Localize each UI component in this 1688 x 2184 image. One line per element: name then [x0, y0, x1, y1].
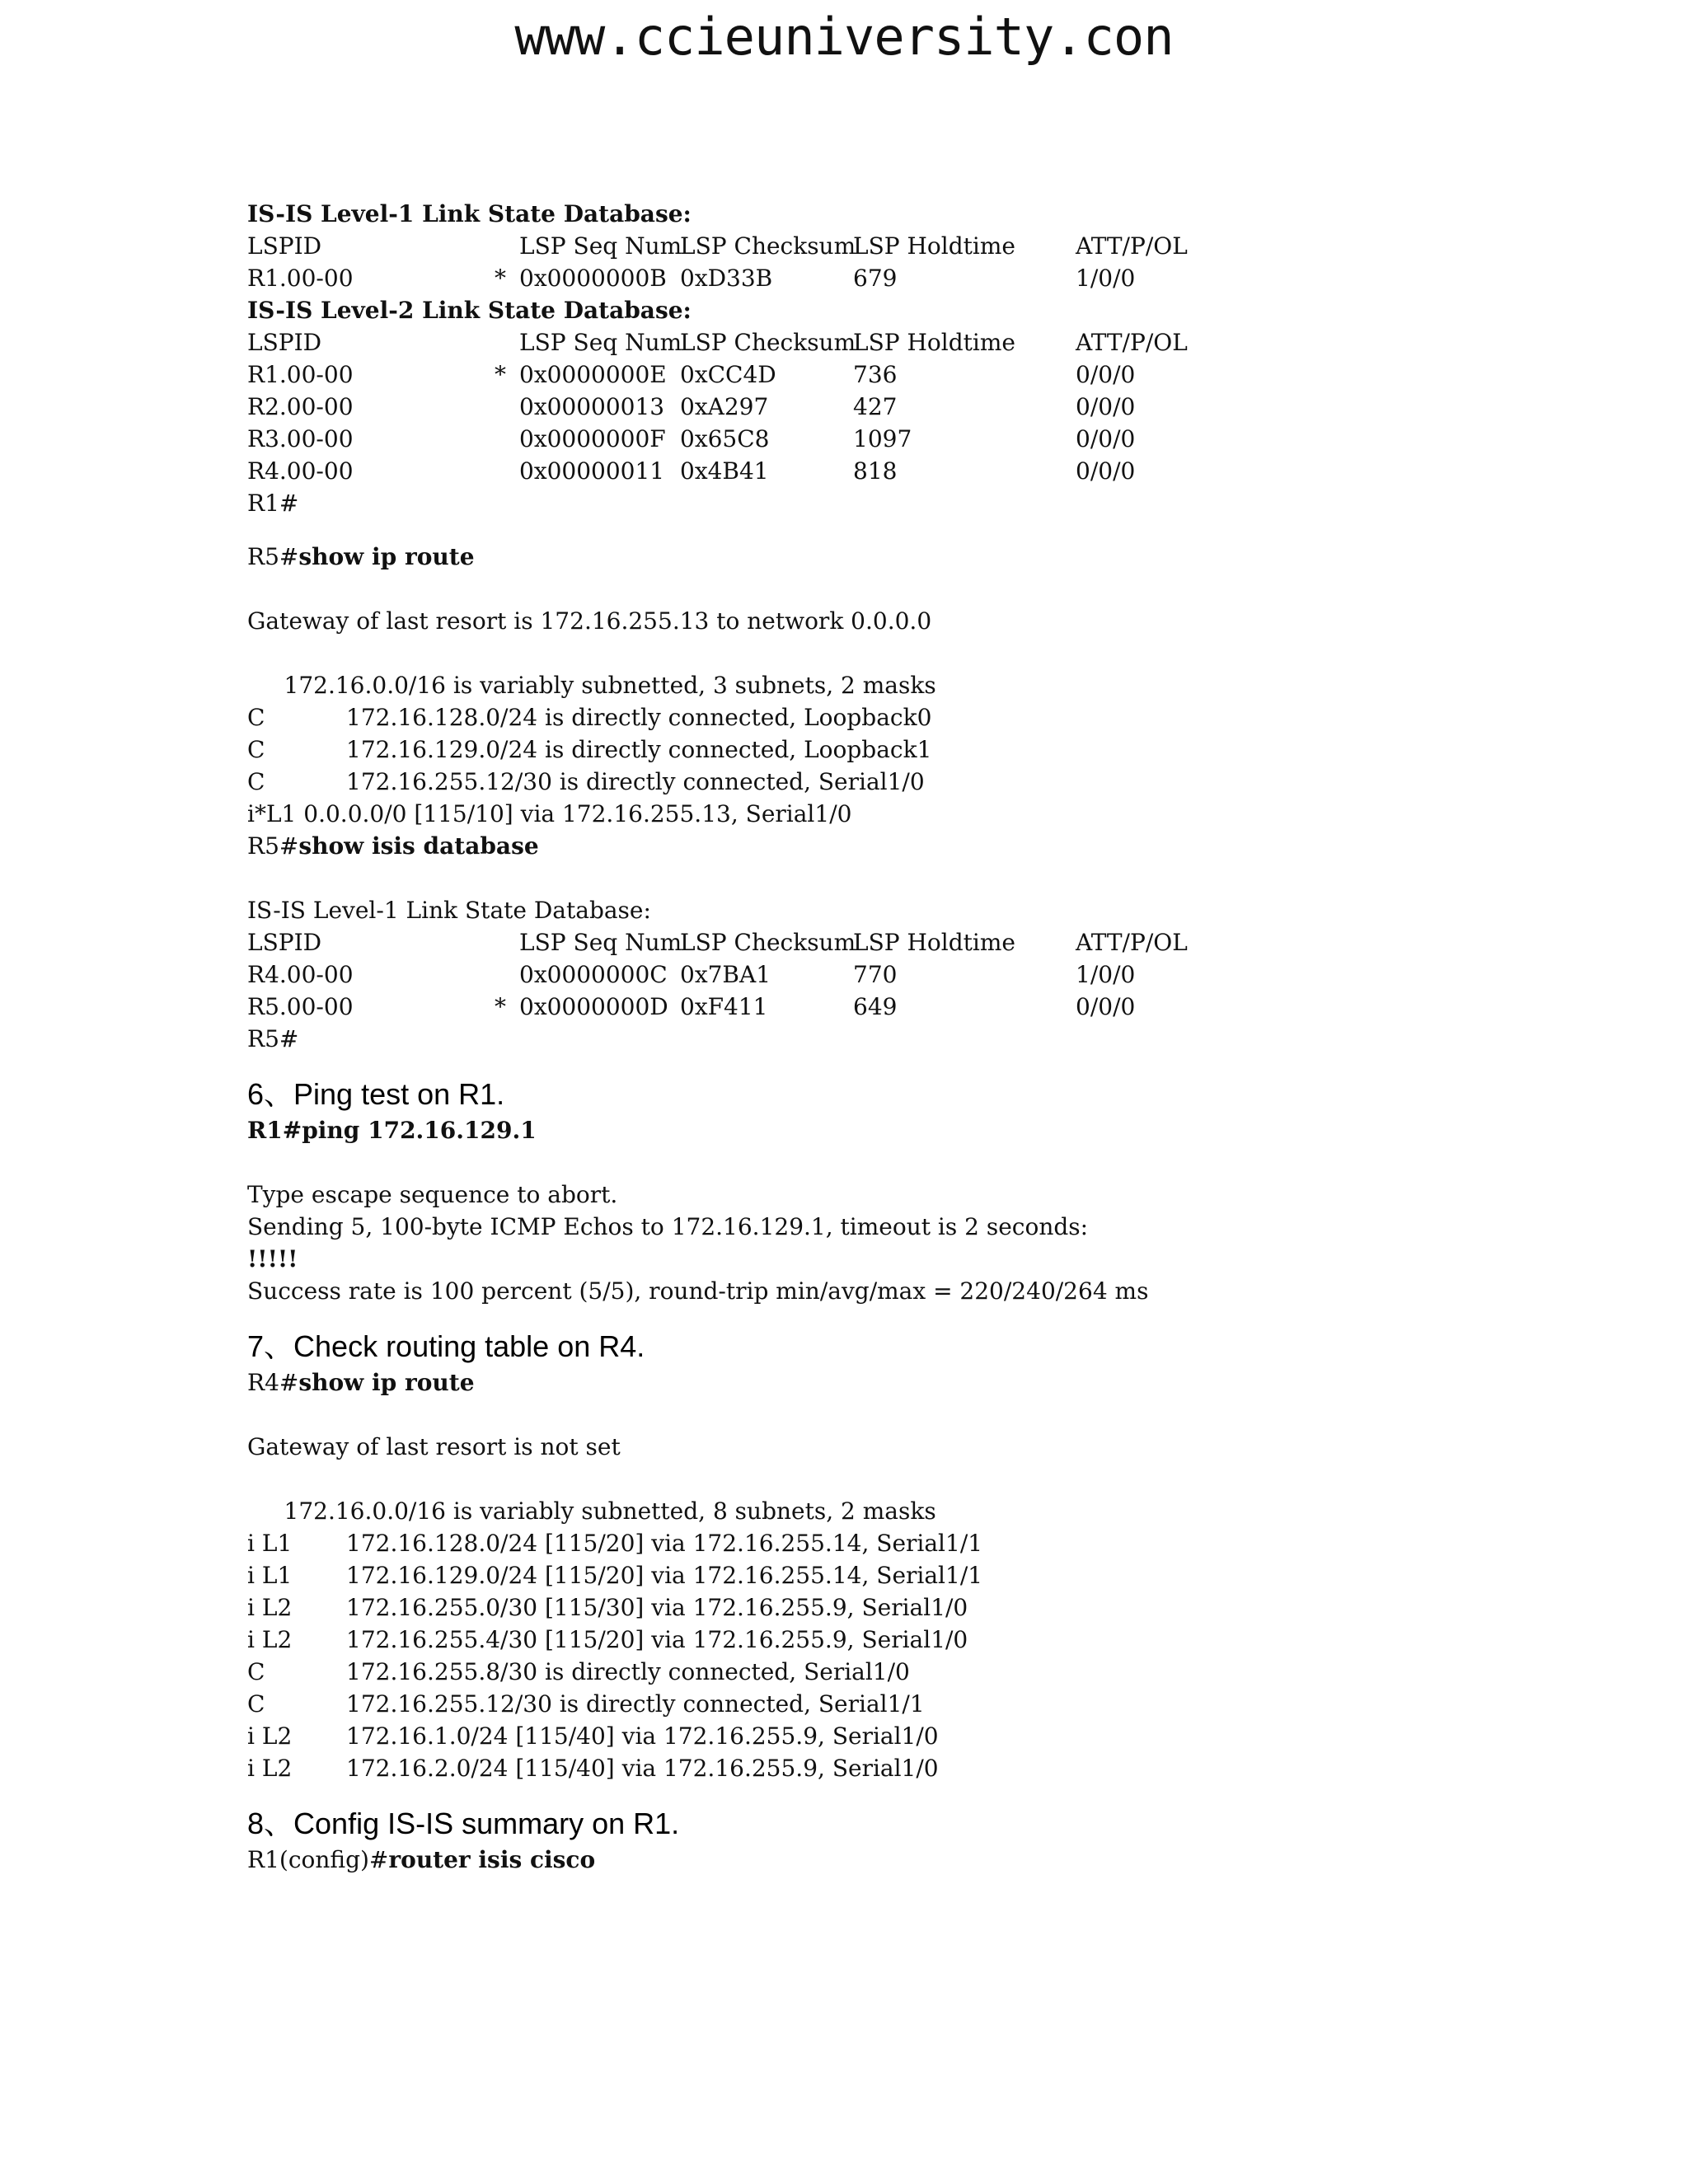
cli-prompt: R5# [247, 832, 299, 860]
header-att: ATT/P/OL [1076, 232, 1188, 260]
header-holdtime: LSP Holdtime [853, 329, 1015, 356]
lsp-att: 0/0/0 [1076, 361, 1136, 388]
spacer [247, 1146, 1648, 1179]
lsp-header-row [247, 926, 1648, 958]
ping-command: R1#ping 172.16.129.1 [247, 1117, 537, 1144]
lsp-att: 1/0/0 [1076, 265, 1136, 292]
route-code: i L2 [247, 1594, 293, 1621]
lsp-att: 0/0/0 [1076, 993, 1136, 1020]
route-code: i L2 [247, 1722, 293, 1750]
default-route-row: i*L1 0.0.0.0/0 [115/10] via 172.16.255.13, Serial1/0 [247, 800, 852, 827]
route-text: 172.16.129.0/24 is directly connected, Loopback1 [346, 736, 932, 763]
route-text: 172.16.255.12/30 is directly connected, Serial1/0 [346, 768, 925, 795]
header-att: ATT/P/OL [1076, 929, 1188, 956]
header-checksum: LSP Checksum [680, 232, 856, 260]
cli-prompt: R1(config)# [247, 1846, 389, 1873]
lsp-holdtime: 427 [853, 393, 898, 420]
local-marker: * [495, 361, 506, 388]
cli-command: show ip route [298, 1369, 475, 1396]
lsp-seq: 0x0000000E [519, 361, 667, 388]
lsp-att: 1/0/0 [1076, 961, 1136, 988]
spacer [247, 573, 1648, 605]
header-checksum: LSP Checksum [680, 329, 856, 356]
watermark: www.ccieuniversity.con [514, 7, 1174, 67]
lsp-seq: 0x00000011 [519, 457, 665, 485]
route-row [247, 1752, 1648, 1784]
route-code: i L2 [247, 1755, 293, 1782]
lsp-row [247, 455, 1648, 487]
spacer [247, 637, 1648, 669]
route-row [247, 1688, 1648, 1720]
lsp-header-row [247, 326, 1648, 359]
lsp-id: R3.00-00 [247, 425, 354, 452]
lsp-checksum: 0x7BA1 [680, 961, 771, 988]
subnetted-line: 172.16.0.0/16 is variably subnetted, 8 subnets, 2 masks [247, 1497, 936, 1525]
lsp-id: R1.00-00 [247, 265, 354, 292]
route-code: C [247, 1658, 265, 1685]
route-code: C [247, 704, 265, 731]
header-lspid: LSPID [247, 329, 322, 356]
route-text: 172.16.129.0/24 [115/20] via 172.16.255.14, Serial1/1 [346, 1562, 983, 1589]
route-row [247, 1656, 1648, 1688]
header-lspid: LSPID [247, 929, 322, 956]
lsp-row [247, 958, 1648, 991]
lsp-header-row [247, 230, 1648, 262]
header-att: ATT/P/OL [1076, 329, 1188, 356]
route-text: 172.16.255.0/30 [115/30] via 172.16.255.9, Serial1/0 [346, 1594, 968, 1621]
header-lspid: LSPID [247, 232, 322, 260]
subnetted-line: 172.16.0.0/16 is variably subnetted, 3 subnets, 2 masks [247, 672, 936, 699]
lsp-id: R2.00-00 [247, 393, 354, 420]
l1-database-title: IS-IS Level-1 Link State Database: [247, 200, 692, 227]
route-row [247, 766, 1648, 798]
lsp-holdtime: 1097 [853, 425, 912, 452]
cli-command: router isis cisco [388, 1846, 596, 1873]
lsp-checksum: 0xA297 [680, 393, 769, 420]
route-text: 172.16.255.8/30 is directly connected, Serial1/0 [346, 1658, 910, 1685]
command-line [247, 1844, 1648, 1876]
lsp-holdtime: 649 [853, 993, 898, 1020]
spacer [247, 862, 1648, 894]
lsp-checksum: 0x65C8 [680, 425, 770, 452]
route-text: 172.16.128.0/24 is directly connected, Loopback0 [346, 704, 932, 731]
l2-database-title: IS-IS Level-2 Link State Database: [247, 297, 692, 324]
lsp-row [247, 991, 1648, 1023]
route-row [247, 1720, 1648, 1752]
cli-prompt: R4# [247, 1369, 299, 1396]
spacer [247, 1463, 1648, 1495]
gateway-line: Gateway of last resort is not set [247, 1433, 621, 1460]
section-heading-7: 7、Check routing table on R4. [247, 1329, 645, 1363]
lsp-att: 0/0/0 [1076, 425, 1136, 452]
l1-database-title: IS-IS Level-1 Link State Database: [247, 897, 651, 924]
lsp-att: 0/0/0 [1076, 393, 1136, 420]
command-line [247, 1366, 1648, 1399]
route-text: 172.16.128.0/24 [115/20] via 172.16.255.14, Serial1/1 [346, 1530, 983, 1557]
gateway-line: Gateway of last resort is 172.16.255.13 to network 0.0.0.0 [247, 607, 932, 635]
lsp-id: R4.00-00 [247, 961, 354, 988]
lsp-seq: 0x0000000D [519, 993, 668, 1020]
route-code: C [247, 768, 265, 795]
cli-prompt: R5# [247, 1025, 299, 1052]
lsp-holdtime: 818 [853, 457, 898, 485]
route-code: C [247, 1690, 265, 1718]
route-code: i L1 [247, 1562, 293, 1589]
lsp-seq: 0x0000000C [519, 961, 668, 988]
route-code: i L2 [247, 1626, 293, 1653]
lsp-row [247, 423, 1648, 455]
lsp-row [247, 391, 1648, 423]
lsp-id: R4.00-00 [247, 457, 354, 485]
local-marker: * [495, 993, 506, 1020]
ping-success-line: Success rate is 100 percent (5/5), round-trip min/avg/max = 220/240/264 ms [247, 1277, 1149, 1305]
local-marker: * [495, 265, 506, 292]
lsp-holdtime: 736 [853, 361, 898, 388]
command-line [247, 541, 1648, 573]
route-text: 172.16.2.0/24 [115/40] via 172.16.255.9, Serial1/0 [346, 1755, 939, 1782]
route-text: 172.16.1.0/24 [115/40] via 172.16.255.9, Serial1/0 [346, 1722, 939, 1750]
lsp-id: R5.00-00 [247, 993, 354, 1020]
section-heading-8: 8、Config IS-IS summary on R1. [247, 1807, 680, 1840]
route-row [247, 1527, 1648, 1559]
route-row [247, 1624, 1648, 1656]
lsp-row [247, 359, 1648, 391]
lsp-holdtime: 679 [853, 265, 898, 292]
header-seq: LSP Seq Num [519, 929, 682, 956]
cli-command: show ip route [298, 543, 475, 570]
header-checksum: LSP Checksum [680, 929, 856, 956]
command-line [247, 830, 1648, 862]
header-holdtime: LSP Holdtime [853, 929, 1015, 956]
cli-prompt: R1# [247, 490, 299, 517]
lsp-seq: 0x0000000F [519, 425, 666, 452]
header-holdtime: LSP Holdtime [853, 232, 1015, 260]
lsp-att: 0/0/0 [1076, 457, 1136, 485]
spacer [247, 1399, 1648, 1431]
lsp-row [247, 262, 1648, 294]
lsp-seq: 0x00000013 [519, 393, 665, 420]
route-code: i L1 [247, 1530, 293, 1557]
cli-prompt: R5# [247, 543, 299, 570]
spacer [247, 519, 1648, 541]
ping-result-marks: !!!!! [247, 1245, 298, 1272]
route-text: 172.16.255.12/30 is directly connected, Serial1/1 [346, 1690, 925, 1718]
header-seq: LSP Seq Num [519, 232, 682, 260]
header-seq: LSP Seq Num [519, 329, 682, 356]
document-body [247, 198, 1648, 1876]
cli-command: show isis database [298, 832, 539, 860]
route-text: 172.16.255.4/30 [115/20] via 172.16.255.9, Serial1/0 [346, 1626, 968, 1653]
lsp-holdtime: 770 [853, 961, 898, 988]
ping-output-line: Sending 5, 100-byte ICMP Echos to 172.16.129.1, timeout is 2 seconds: [247, 1213, 1089, 1240]
lsp-id: R1.00-00 [247, 361, 354, 388]
section-heading-6: 6、Ping test on R1. [247, 1077, 505, 1111]
lsp-checksum: 0x4B41 [680, 457, 769, 485]
route-code: C [247, 736, 265, 763]
route-row [247, 1559, 1648, 1591]
route-row [247, 701, 1648, 733]
lsp-checksum: 0xCC4D [680, 361, 776, 388]
route-row [247, 1591, 1648, 1624]
lsp-checksum: 0xD33B [680, 265, 773, 292]
lsp-checksum: 0xF411 [680, 993, 768, 1020]
ping-output-line: Type escape sequence to abort. [247, 1181, 618, 1208]
route-row [247, 733, 1648, 766]
lsp-seq: 0x0000000B [519, 265, 667, 292]
